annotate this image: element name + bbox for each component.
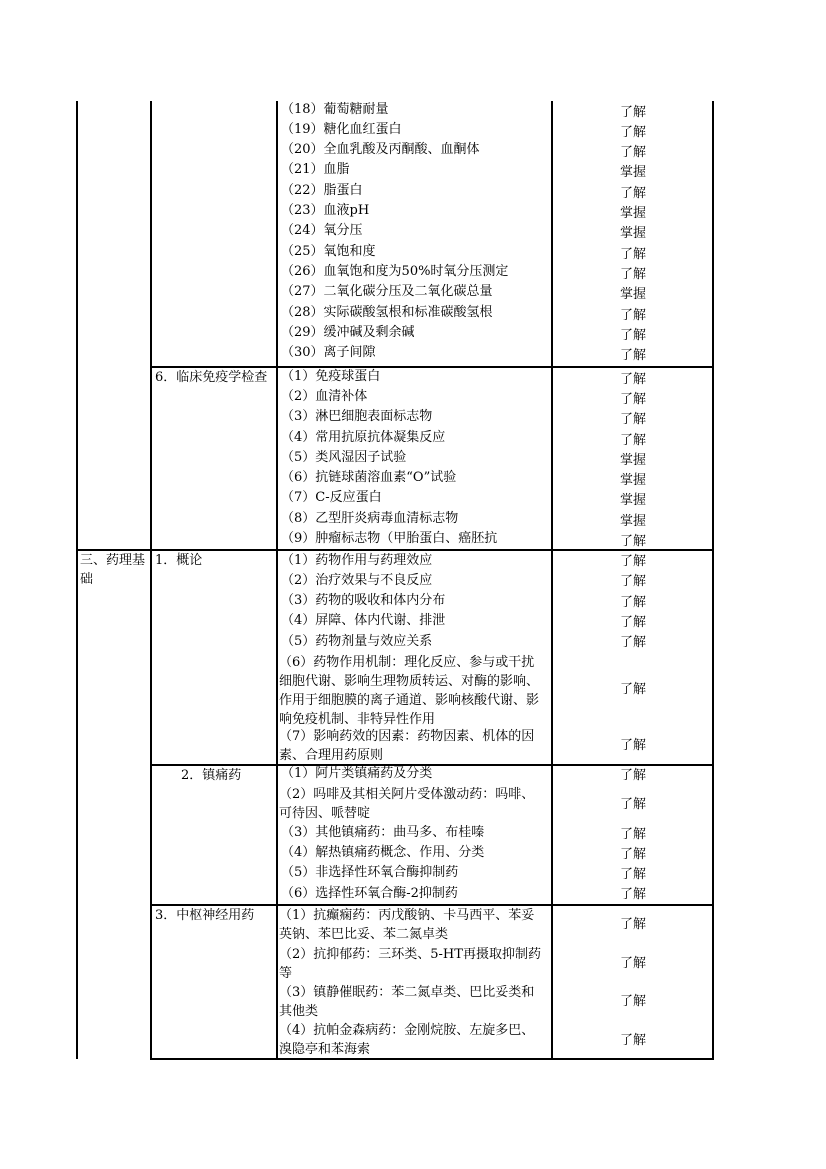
mastery-level: 掌握 xyxy=(619,473,646,488)
table-cell-item: （4）常用抗原抗体凝集反应 xyxy=(281,430,446,445)
mastery-level: 掌握 xyxy=(619,453,646,468)
table-cell-item: （8）乙型肝炎病毒血清标志物 xyxy=(281,511,459,526)
mastery-level: 掌握 xyxy=(619,514,646,529)
mastery-level: 了解 xyxy=(619,433,646,448)
table-cell-item: （5）类风湿因子试验 xyxy=(281,450,407,465)
table-cell-item: （23）血液pH xyxy=(281,203,370,218)
table-border-col2 xyxy=(150,101,152,1059)
category-label: 1．概论 xyxy=(155,553,203,568)
table-cell-item: （27）二氧化碳分压及二氧化碳总量 xyxy=(281,284,493,299)
mastery-level: 了解 xyxy=(619,827,646,842)
mastery-level: 了解 xyxy=(619,917,646,932)
table-cell-item: （7）影响药效的因素：药物因素、机体的因素、合理用药原则 xyxy=(279,729,535,763)
mastery-level: 了解 xyxy=(619,247,646,262)
mastery-level: 了解 xyxy=(619,267,646,282)
mastery-level: 了解 xyxy=(619,867,646,882)
table-cell-item: （18）葡萄糖耐量 xyxy=(281,102,389,117)
table-cell-item: （6）选择性环氧合酶-2抑制药 xyxy=(281,886,458,901)
table-cell-item: （6）药物作用机制：理化反应、参与或干扰细胞代谢、影响生理物质转运、对酶的影响、作用于细胞膜的离子通道、影响核酸代谢、影响免疫机制、非特异性作用 xyxy=(279,655,540,727)
table-cell-item: （6）抗链球菌溶血素“O”试验 xyxy=(281,470,457,485)
mastery-level: 掌握 xyxy=(619,206,646,221)
table-cell-item: （19）糖化血红蛋白 xyxy=(281,122,402,137)
table-cell-item: （25）氧饱和度 xyxy=(281,244,376,259)
table-cell-item: （5）药物剂量与效应关系 xyxy=(281,634,433,649)
mastery-level: 了解 xyxy=(619,186,646,201)
mastery-level: 了解 xyxy=(619,308,646,323)
mastery-level: 掌握 xyxy=(619,287,646,302)
category-label: 6．临床免疫学检查 xyxy=(155,370,268,385)
table-cell-item: （22）脂蛋白 xyxy=(281,183,363,198)
mastery-level: 了解 xyxy=(619,412,646,427)
table-cell-item: （2）吗啡及其相关阿片受体激动药：吗啡、可待因、哌替啶 xyxy=(279,787,535,821)
table-cell-item: （21）血脂 xyxy=(281,162,350,177)
table-cell-item: （3）淋巴细胞表面标志物 xyxy=(281,409,433,424)
mastery-level: 了解 xyxy=(619,682,646,697)
table-cell-item: （29）缓冲碱及剩余碱 xyxy=(281,325,415,340)
table-cell-item: （28）实际碳酸氢根和标准碳酸氢根 xyxy=(281,305,493,320)
section-label: 三、药理基础 xyxy=(80,553,146,587)
table-cell-item: （1）药物作用与药理效应 xyxy=(281,553,433,568)
mastery-level: 了解 xyxy=(619,994,646,1009)
mastery-level: 了解 xyxy=(619,145,646,160)
mastery-level: 掌握 xyxy=(619,165,646,180)
mastery-level: 了解 xyxy=(619,738,646,753)
mastery-level: 了解 xyxy=(619,797,646,812)
mastery-level: 了解 xyxy=(619,105,646,120)
table-border-col3 xyxy=(276,101,278,1059)
mastery-level: 了解 xyxy=(619,635,646,650)
mastery-level: 了解 xyxy=(619,554,646,569)
mastery-level: 掌握 xyxy=(619,226,646,241)
table-cell-item: （4）抗帕金森病药：金刚烷胺、左旋多巴、溴隐亭和苯海索 xyxy=(279,1023,535,1057)
mastery-level: 了解 xyxy=(619,372,646,387)
table-cell-item: （9）肿瘤标志物（甲胎蛋白、癌胚抗 xyxy=(281,531,498,546)
mastery-level: 了解 xyxy=(619,956,646,971)
mastery-level: 了解 xyxy=(619,125,646,140)
table-cell-item: （24）氧分压 xyxy=(281,223,363,238)
category-label: 2．镇痛药 xyxy=(181,768,242,783)
table-cell-item: （26）血氧饱和度为50%时氧分压测定 xyxy=(281,264,509,279)
mastery-level: 了解 xyxy=(619,534,646,549)
mastery-level: 了解 xyxy=(619,574,646,589)
mastery-level: 了解 xyxy=(619,615,646,630)
table-cell-item: （1）抗癫痫药：丙戊酸钠、卡马西平、苯妥英钠、苯巴比妥、苯二氮卓类 xyxy=(279,908,535,942)
table-cell-item: （1）免疫球蛋白 xyxy=(281,369,381,384)
mastery-level: 了解 xyxy=(619,768,646,783)
mastery-level: 了解 xyxy=(619,348,646,363)
table-cell-item: （7）C-反应蛋白 xyxy=(281,490,382,505)
mastery-level: 了解 xyxy=(619,1033,646,1048)
category-label: 3．中枢神经用药 xyxy=(155,908,255,923)
table-cell-item: （2）抗抑郁药：三环类、5-HT再摄取抑制药等 xyxy=(279,947,541,981)
table-cell-item: （4）解热镇痛药概念、作用、分类 xyxy=(281,845,485,860)
table-cell-item: （30）离子间隙 xyxy=(281,345,376,360)
table-cell-item: （2）血清补体 xyxy=(281,389,368,404)
mastery-level: 了解 xyxy=(619,392,646,407)
table-cell-item: （5）非选择性环氧合酶抑制药 xyxy=(281,865,459,880)
table-cell-item: （3）镇静催眠药：苯二氮卓类、巴比妥类和其他类 xyxy=(279,985,535,1019)
mastery-level: 了解 xyxy=(619,595,646,610)
mastery-level: 了解 xyxy=(619,847,646,862)
mastery-level: 了解 xyxy=(619,328,646,343)
table-cell-item: （2）治疗效果与不良反应 xyxy=(281,573,433,588)
table-cell-item: （1）阿片类镇痛药及分类 xyxy=(281,766,433,781)
table-border-left xyxy=(76,101,78,1059)
mastery-level: 了解 xyxy=(619,887,646,902)
mastery-level: 掌握 xyxy=(619,493,646,508)
table-cell-item: （3）药物的吸收和体内分布 xyxy=(281,593,446,608)
table-cell-item: （4）屏障、体内代谢、排泄 xyxy=(281,613,446,628)
table-cell-item: （20）全血乳酸及丙酮酸、血酮体 xyxy=(281,142,480,157)
table-cell-item: （3）其他镇痛药：曲马多、布桂嗪 xyxy=(281,825,485,840)
